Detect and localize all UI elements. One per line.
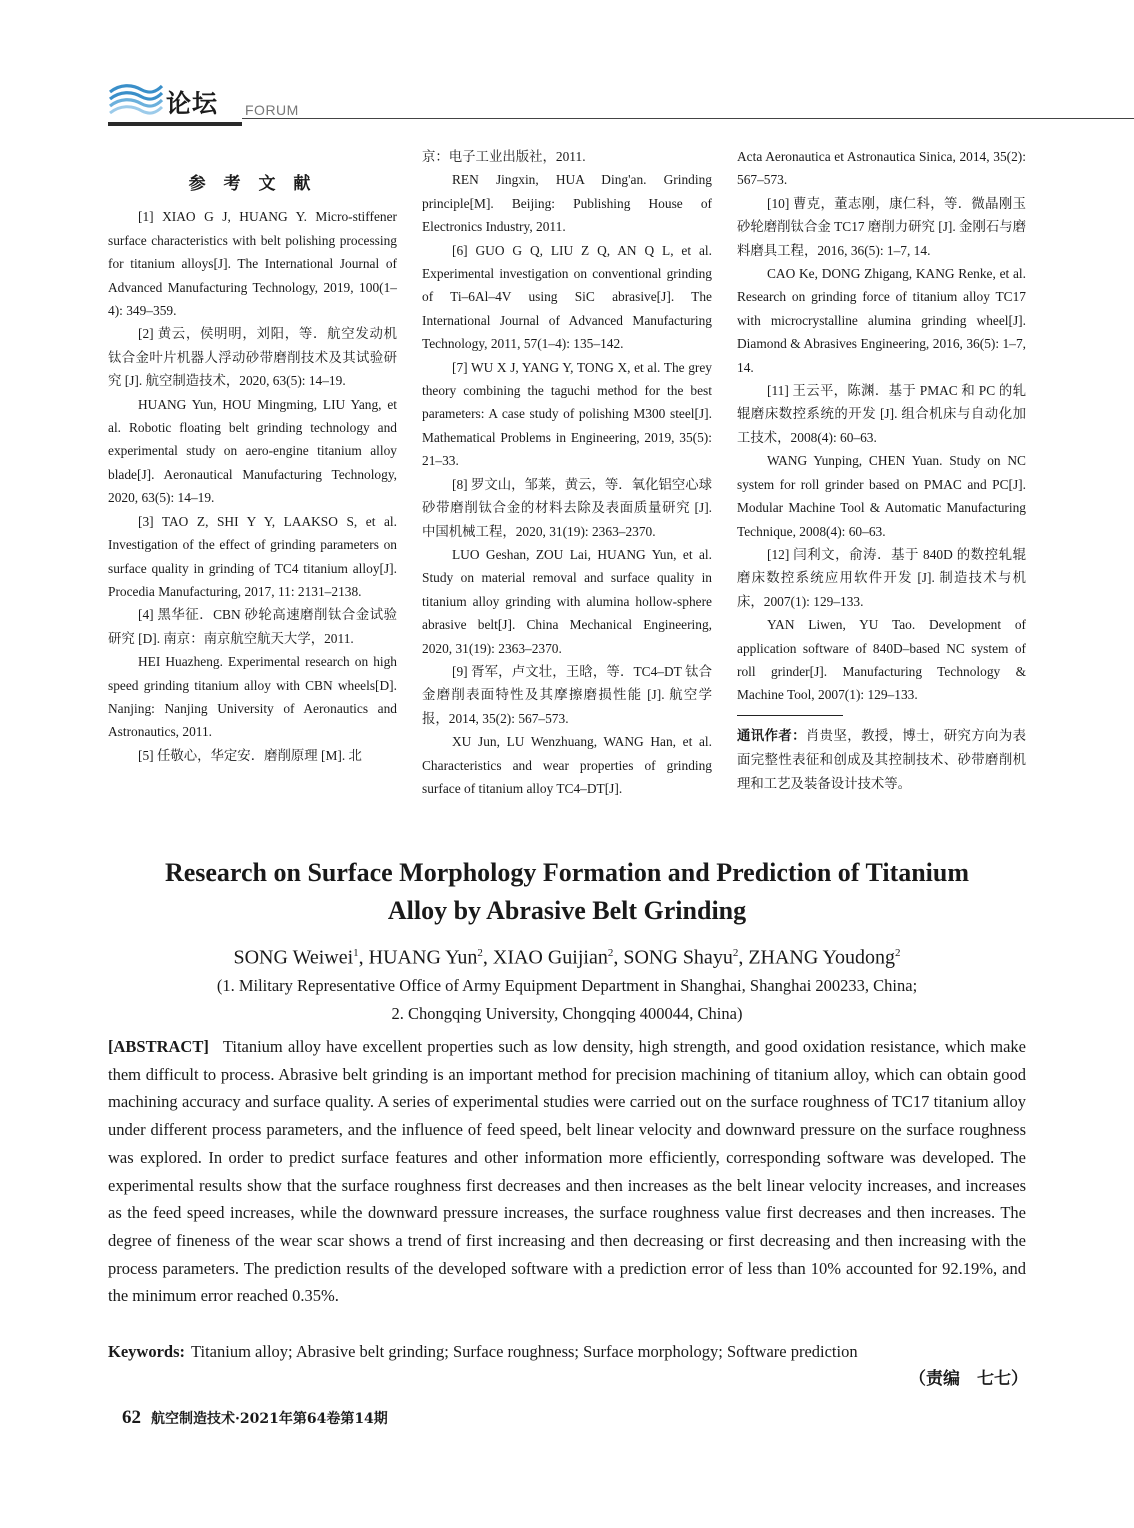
reference-item: [3] TAO Z, SHI Y Y, LAAKSO S, et al. Investigation of the effect of grinding parameters on surface quality in grinding of TC4 titanium alloy[J]. Procedia Manufacturing, 2017, 11: 2131–2138.	[108, 513, 397, 599]
affiliation-1: (1. Military Representative Office of Army Equipment Department in Shanghai, Shanghai 200233, China;	[216, 976, 918, 995]
author-note-rule	[737, 715, 843, 716]
header-rule-thick	[108, 122, 242, 126]
reference-item: [11] 王云平，陈渊．基于 PMAC 和 PC 的轧辊磨床数控系统的开发 [J]. 组合机床与自动化加工技术，2008(4): 60–63.	[737, 383, 1026, 445]
forum-logo-icon	[108, 82, 164, 116]
author-name: HUANG Yun	[368, 946, 478, 969]
reference-item: 京：电子工业出版社，2011.	[422, 149, 586, 164]
author-affiliation-mark: 2	[477, 947, 483, 959]
author-affiliation-mark: 2	[607, 947, 614, 959]
references-heading: 参 考 文 献	[188, 174, 317, 194]
reference-item: HUANG Yun, HOU Mingming, LIU Yang, et al. Robotic floating belt grinding technology and experimental study on aero-engine titanium alloy blade[J]. Aeronautical Manufacturing Technology, 2020, 63(5): 14–19.	[108, 396, 397, 506]
references-column-3	[737, 145, 1026, 795]
reference-item: [7] WU X J, YANG Y, TONG X, et al. The grey theory combining the taguchi method for the best parameters: A case study of polishing M300 steel[J]. Mathematical Problems in Engineering, 2019, 35(5): 21–33.	[422, 359, 712, 469]
reference-item: [6] GUO G Q, LIU Z Q, AN Q L, et al. Experimental investigation on conventional grinding of Ti–6Al–4V using SiC abrasive[J]. The International Journal of Advanced Manufacturing Technology, 2011, 57(1–4): 135–142.	[422, 242, 712, 352]
references-column-1	[108, 145, 397, 767]
page-header	[108, 78, 1134, 128]
paper-title	[108, 854, 1026, 930]
editor-note: （责编 七七）	[909, 1369, 1028, 1389]
reference-item: HEI Huazheng. Experimental research on high speed grinding titanium alloy with CBN wheels[D]. Nanjing: Nanjing University of Aeronautics and Astronautics, 2011.	[108, 654, 397, 740]
journal-info: 航空制造技术·2021年第64卷第14期	[151, 1411, 388, 1427]
reference-item: LUO Geshan, ZOU Lai, HUANG Yun, et al. Study on material removal and surface quality in titanium alloy grinding with alumina hollow-sphere abrasive belt[J]. China Mechanical Engineering, 2020, 31(19): 2363–2370.	[422, 546, 712, 656]
author-name: XIAO Guijian	[492, 946, 608, 969]
reference-item: [1] XIAO G J, HUANG Y. Micro-stiffener surface characteristics with belt polishing processing for titanium alloys[J]. The International Journal of Advanced Manufacturing Technology, 2019, 100(1–4): 349–359.	[108, 209, 397, 319]
abstract	[108, 1033, 1026, 1310]
reference-item: [4] 黑华征．CBN 砂轮高速磨削钛合金试验研究 [D]. 南京：南京航空航天大学，2011.	[108, 607, 397, 646]
reference-item: Acta Aeronautica et Astronautica Sinica, 2014, 35(2): 567–573.	[737, 149, 1026, 188]
author-affiliation-mark: 2	[732, 947, 739, 959]
reference-item: XU Jun, LU Wenzhuang, WANG Han, et al. Characteristics and wear properties of grinding surface of titanium alloy TC4–DT[J].	[422, 734, 712, 796]
header-rule-thin	[242, 118, 1134, 119]
paper-title-line-2: Alloy by Abrasive Belt Grinding	[387, 896, 747, 925]
author-name: SONG Weiwei	[233, 946, 354, 969]
reference-item: WANG Yunping, CHEN Yuan. Study on NC system for roll grinder based on PMAC and PC[J]. Modular Machine Tool & Automatic Manufacturing Technique, 2008(4): 60–63.	[737, 453, 1026, 539]
reference-item: YAN Liwen, YU Tao. Development of application software of 840D–based NC system of roll grinder[J]. Manufacturing Technology & Machine Tool, 2007(1): 129–133.	[737, 617, 1026, 703]
abstract-text: Titanium alloy have excellent properties such as low density, high strength, and good oxidation resistance, which make them difficult to process. Abrasive belt grinding is an important method for precision machining of titanium alloy, which can obtain good machining accuracy and surface quality. A series of experimental studies were carried out on the surface roughness of TC17 titanium alloy under different process parameters, and the influence of feed speed, belt linear velocity and downward pressure on the surface roughness was explored. In order to predict surface features and other information more efficiently, corresponding software was developed. The experimental results show that the surface roughness first decreases and then increases as the belt linear velocity increases, and increases as the feed speed increases, while the downward pressure increases, the surface roughness value first decreases and then increases. The degree of fineness of the wear scar shows a trend of first increasing and then decreasing or first decreasing and then increasing with the process parameters. The prediction results of the developed software with a prediction error of less than 10% accounted for 92.19%, and the minimum error reached 0.35%.	[108, 1037, 1026, 1306]
author-list: SONG Weiwei$^1$, HUANG Yun$^2$, XIAO Guijian$^2$, SONG Shayu$^2$, ZHANG Youdong$^2$	[233, 946, 901, 969]
section-title-cn: 论坛	[166, 89, 219, 118]
reference-item: [10] 曹克，董志刚，康仁科，等．微晶刚玉砂轮磨削钛合金 TC17 磨削力研究 [J]. 金刚石与磨料磨具工程，2016, 36(5): 1–7, 14.	[737, 195, 1027, 258]
reference-item: [2] 黄云，侯明明，刘阳，等．航空发动机钛合金叶片机器人浮动砂带磨削技术及其试验研究 [J]. 航空制造技术，2020, 63(5): 14–19.	[108, 326, 397, 389]
reference-item: [9] 胥军，卢文壮，王晗，等．TC4–DT 钛合金磨削表面特性及其摩擦磨损性能 [J]. 航空学报，2014, 35(2): 567–573.	[422, 663, 712, 726]
author-name: SONG Shayu	[623, 946, 733, 969]
affiliation-2: 2. Chongqing University, Chongqing 400044, China)	[391, 1004, 743, 1023]
keywords-text: Titanium alloy; Abrasive belt grinding; Surface roughness; Surface morphology; Software prediction	[191, 1342, 858, 1361]
author-affiliation-mark: 1	[353, 947, 359, 959]
paper-title-line-1: Research on Surface Morphology Formation and Prediction of Titanium	[164, 858, 970, 887]
section-title-en: FORUM	[245, 102, 299, 118]
keywords	[108, 1338, 1026, 1365]
abstract-label: [ABSTRACT]	[108, 1037, 209, 1056]
corresponding-author-note	[737, 724, 1026, 795]
reference-item: CAO Ke, DONG Zhigang, KANG Renke, et al. Research on grinding force of titanium alloy TC17 with microcrystalline alumina grinding wheel[J]. Diamond & Abrasives Engineering, 2016, 36(5): 1–7, 14.	[737, 266, 1026, 375]
author-affiliation-mark: 2	[895, 947, 901, 959]
references-column-2	[422, 145, 712, 800]
author-name: ZHANG Youdong	[748, 946, 896, 969]
keywords-label: Keywords:	[108, 1342, 185, 1361]
corresponding-author-label: 通讯作者：	[737, 728, 806, 744]
corresponding-author-text: 肖贵坚，教授，博士，研究方向为表面完整性表征和创成及其控制技术、砂带磨削机理和工艺及装备设计技术等。	[737, 727, 1027, 791]
reference-item: [8] 罗文山，邹莱，黄云，等．氧化铝空心球砂带磨削钛合金的材料去除及表面质量研究 [J]. 中国机械工程，2020, 31(19): 2363–2370.	[422, 476, 712, 539]
page-number: 62	[122, 1407, 141, 1428]
reference-item: [12] 闫利文，俞涛．基于 840D 的数控轧辊磨床数控系统应用软件开发 [J]. 制造技术与机床，2007(1): 129–133.	[737, 546, 1026, 609]
reference-item: REN Jingxin, HUA Ding'an. Grinding principle[M]. Beijing: Publishing House of Electronics Industry, 2011.	[422, 172, 712, 235]
page-footer	[122, 1406, 388, 1431]
reference-item: [5] 任敬心，华定安．磨削原理 [M]. 北	[138, 747, 362, 763]
